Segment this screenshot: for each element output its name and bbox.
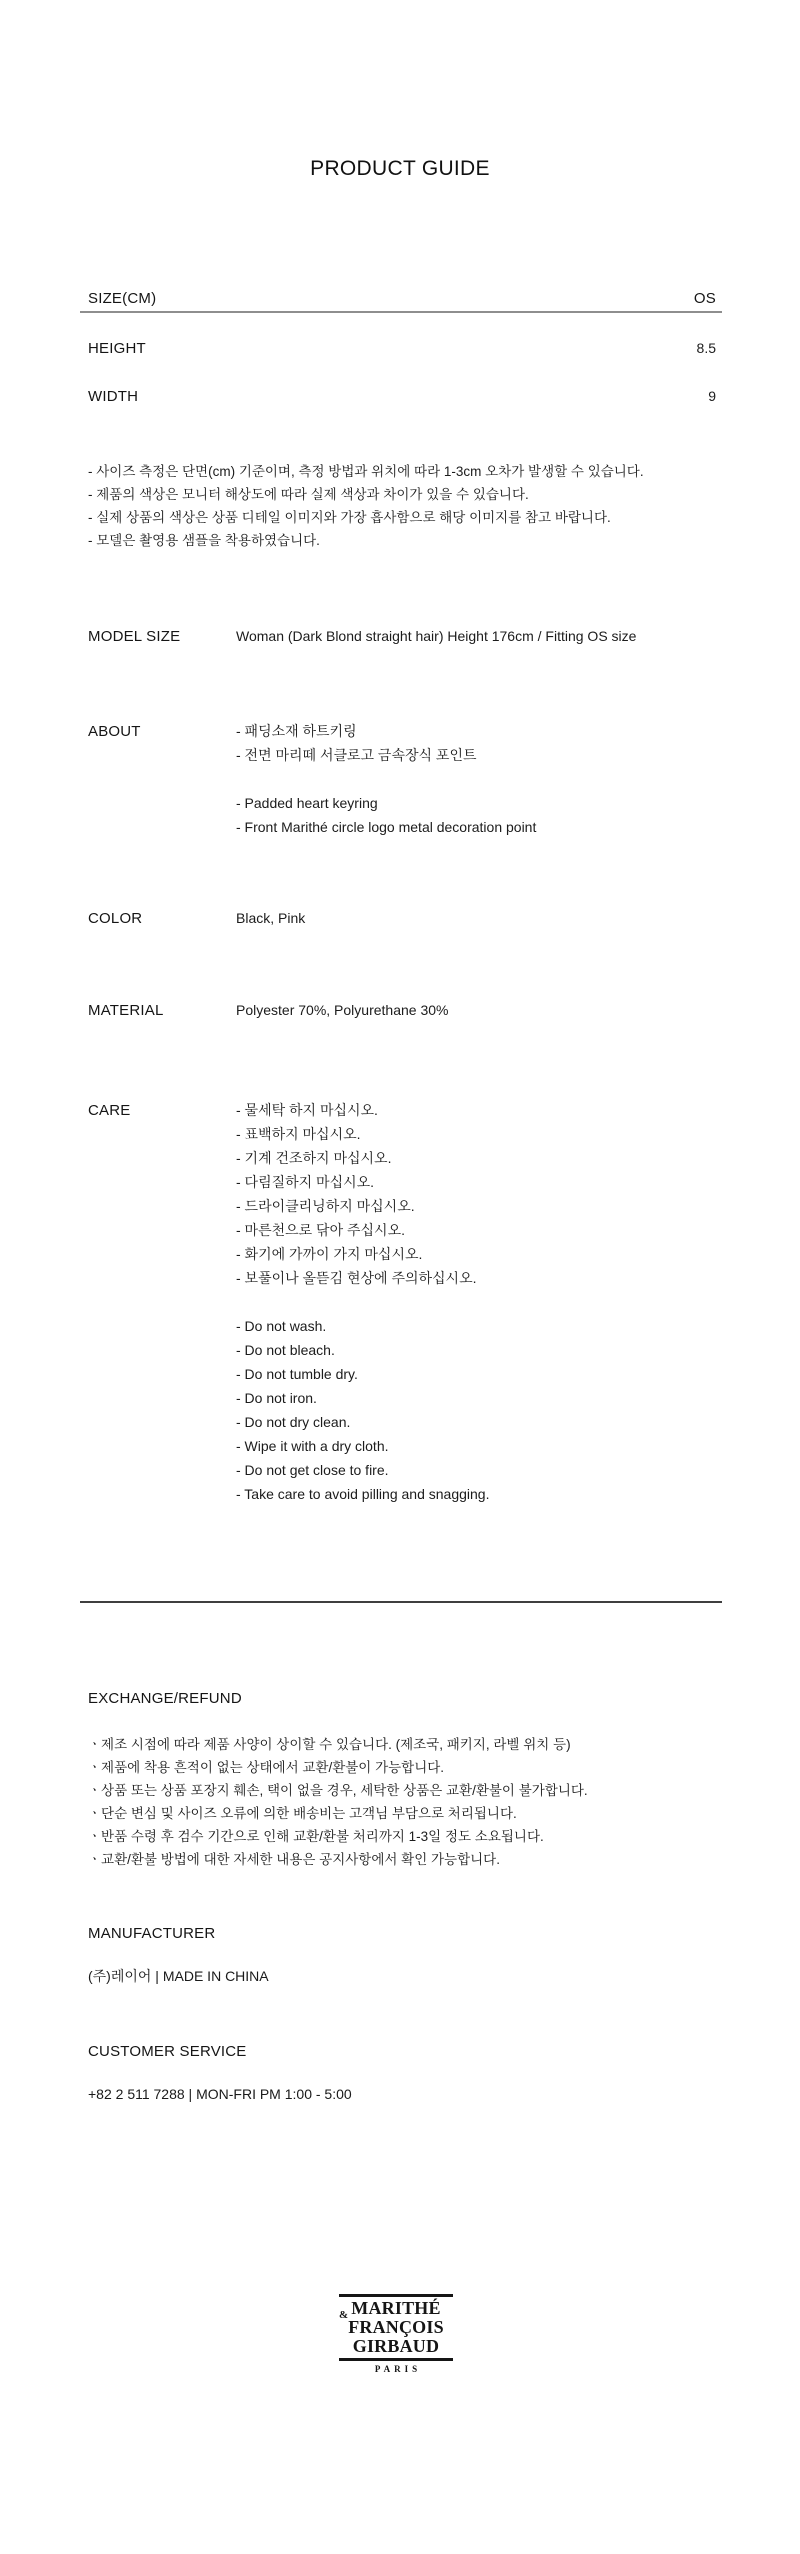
color-row <box>80 909 722 928</box>
size-row-width-label: WIDTH <box>88 388 139 405</box>
about-items-gap <box>236 767 536 791</box>
material-row <box>80 1001 722 1020</box>
manufacturer-value: (주)레이어 | MADE IN CHINA <box>88 1968 269 1984</box>
care-item-ko: - 드라이클리닝하지 마십시오. <box>236 1198 415 1214</box>
logo-ampersand: & <box>339 2309 349 2321</box>
care-item-ko: - 보풀이나 올뜯김 현상에 주의하십시오. <box>236 1270 477 1286</box>
logo-name-line2-text: FRANÇOIS <box>348 2317 444 2337</box>
exchange-refund-bullets <box>80 1733 722 1871</box>
care-item-en: - Do not dry clean. <box>236 1414 351 1430</box>
logo-name-line3: GIRBAUD <box>352 2336 440 2356</box>
logo-bottom-bar <box>339 2358 453 2361</box>
about-label: ABOUT <box>88 723 141 740</box>
customer-service-heading: CUSTOMER SERVICE <box>88 2043 247 2060</box>
color-label: COLOR <box>88 910 143 927</box>
note-line: - 제품의 색상은 모니터 해상도에 따라 실제 색상과 차이가 있을 수 있습니다. <box>88 487 529 502</box>
care-item-ko: - 화기에 가까이 가지 마십시오. <box>236 1246 423 1262</box>
care-item-en: - Take care to avoid pilling and snagging. <box>236 1486 490 1502</box>
note-line: - 모델은 촬영용 샘플을 착용하였습니다. <box>88 533 320 548</box>
manufacturer-heading: MANUFACTURER <box>88 1925 216 1942</box>
logo-top-bar <box>339 2294 453 2297</box>
about-item-en: - Front Marithé circle logo metal decoration point <box>236 819 537 835</box>
care-item-en: - Do not iron. <box>236 1390 317 1406</box>
model-size-row <box>80 627 722 646</box>
logo-name-line1: MARITHÉ <box>351 2298 441 2318</box>
care-items-gap <box>236 1290 489 1314</box>
size-table-header-row <box>80 290 722 308</box>
care-item-en: - Do not wash. <box>236 1318 327 1334</box>
model-size-value: Woman (Dark Blond straight hair) Height 176cm / Fitting OS size <box>236 628 637 644</box>
care-item-ko: - 다림질하지 마십시오. <box>236 1174 375 1190</box>
brand-logo <box>339 2294 453 2375</box>
care-item-ko: - 물세탁 하지 마십시오. <box>236 1102 378 1118</box>
size-table-header-size-option: OS <box>693 290 716 307</box>
care-item-en: - Do not tumble dry. <box>236 1366 358 1382</box>
about-item-en: - Padded heart keyring <box>236 795 378 811</box>
page-title: PRODUCT GUIDE <box>310 157 490 180</box>
size-table-row-width <box>80 387 722 406</box>
care-label: CARE <box>88 1102 131 1119</box>
size-row-height-value: 8.5 <box>696 340 716 356</box>
material-value: Polyester 70%, Polyurethane 30% <box>236 1002 449 1018</box>
exchange-bullet: ㆍ상품 또는 상품 포장지 훼손, 택이 없을 경우, 세탁한 상품은 교환/환불이 불가합니다. <box>88 1783 588 1798</box>
exchange-bullet: ㆍ단순 변심 및 사이즈 오류에 의한 배송비는 고객님 부담으로 처리됩니다. <box>88 1806 517 1821</box>
size-table-rule <box>80 311 722 313</box>
exchange-bullet: ㆍ교환/환불 방법에 대한 자세한 내용은 공지사항에서 확인 가능합니다. <box>88 1852 500 1867</box>
note-line: - 실제 상품의 색상은 상품 디테일 이미지와 가장 흡사함으로 해당 이미지를 참고 바랍니다. <box>88 510 611 525</box>
logo-city: PARIS <box>374 2364 422 2374</box>
about-section <box>80 719 722 839</box>
measurement-notes <box>80 460 722 552</box>
exchange-bullet: ㆍ제품에 착용 흔적이 없는 상태에서 교환/환불이 가능합니다. <box>88 1760 445 1775</box>
about-item-ko: - 패딩소재 하트키링 <box>236 723 357 739</box>
logo-name-line2 <box>339 2309 453 2337</box>
care-item-en: - Do not bleach. <box>236 1342 335 1358</box>
about-item-ko: - 전면 마리떼 서클로고 금속장식 포인트 <box>236 747 477 763</box>
section-divider <box>80 1601 722 1603</box>
color-value: Black, Pink <box>236 910 306 926</box>
care-item-ko: - 마른천으로 닦아 주십시오. <box>236 1222 405 1238</box>
size-table-header-label: SIZE(CM) <box>88 290 157 307</box>
exchange-bullet: ㆍ제조 시점에 따라 제품 사양이 상이할 수 있습니다. (제조국, 패키지, 라벨 위치 등) <box>88 1737 571 1752</box>
care-item-en: - Wipe it with a dry cloth. <box>236 1438 389 1454</box>
customer-service-value: +82 2 511 7288 | MON-FRI PM 1:00 - 5:00 <box>88 2086 352 2102</box>
note-line: - 사이즈 측정은 단면(cm) 기준이며, 측정 방법과 위치에 따라 1-3cm 오차가 발생할 수 있습니다. <box>88 464 644 479</box>
care-item-en: - Do not get close to fire. <box>236 1462 389 1478</box>
model-size-label: MODEL SIZE <box>88 628 181 645</box>
care-item-ko: - 표백하지 마십시오. <box>236 1126 361 1142</box>
exchange-refund-heading: EXCHANGE/REFUND <box>88 1690 242 1707</box>
about-items <box>236 719 536 839</box>
size-table-row-height <box>80 339 722 358</box>
size-row-width-value: 9 <box>708 388 716 404</box>
care-section <box>80 1098 722 1506</box>
care-item-ko: - 기계 건조하지 마십시오. <box>236 1150 392 1166</box>
care-items <box>236 1098 489 1506</box>
exchange-bullet: ㆍ반품 수령 후 검수 기간으로 인해 교환/환불 처리까지 1-3일 정도 소요됩니다. <box>88 1829 544 1844</box>
material-label: MATERIAL <box>88 1002 164 1019</box>
size-row-height-label: HEIGHT <box>88 340 146 357</box>
